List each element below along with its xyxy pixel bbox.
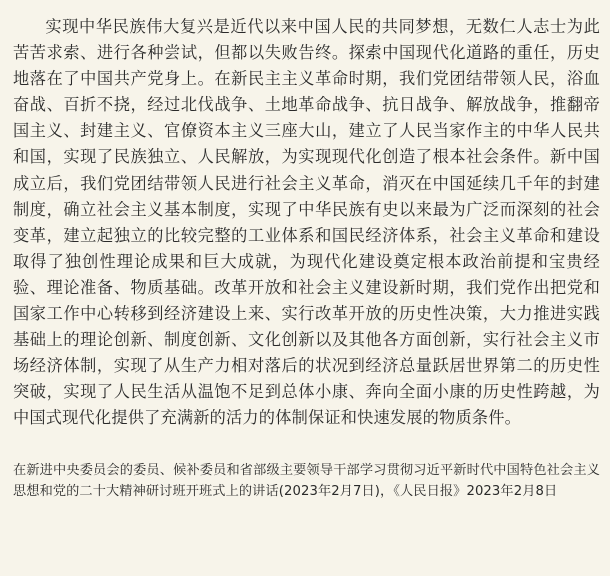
source-citation: 在新进中央委员会的委员、候补委员和省部级主要领导干部学习贯彻习近平新时代中国特色社会主义思想和党的二十大精神研讨班开班式上的讲话(2023年2月7日)，《人民日报》2023年2月8日	[13, 462, 600, 499]
paragraph-spacer	[13, 432, 600, 460]
main-paragraph: 实现中华民族伟大复兴是近代以来中国人民的共同梦想，无数仁人志士为此苦苦求索、进行各种尝试，但都以失败告终。探索中国现代化道路的重任，历史地落在了中国共产党身上。在新民主主义革命时期，我们党团结带领人民，浴血奋战、百折不挠，经过北伐战争、土地革命战争、抗日战争、解放战争，推翻帝国主义、封建主义、官僚资本主义三座大山，建立了人民当家作主的中华人民共和国，实现了民族独立、人民解放，为实现现代化创造了根本社会条件。新中国成立后，我们党团结带领人民进行社会主义革命，消灭在中国延续几千年的封建制度，确立社会主义基本制度，实现了中华民族有史以来最为广泛而深刻的社会变革，建立起独立的比较完整的工业体系和国民经济体系，社会主义革命和建设取得了独创性理论成果和巨大成就，为现代化建设奠定根本政治前提和宝贵经验、理论准备、物质基础。改革开放和社会主义建设新时期，我们党作出把党和国家工作中心转移到经济建设上来、实行改革开放的历史性决策，大力推进实践基础上的理论创新、制度创新、文化创新以及其他各方面创新，实行社会主义市场经济体制，实现了从生产力相对落后的状况到经济总量跃居世界第二的历史性突破，实现了人民生活从温饱不足到总体小康、奔向全面小康的历史性跨越，为中国式现代化提供了充满新的活力的体制保证和快速发展的物质条件。	[13, 17, 600, 428]
